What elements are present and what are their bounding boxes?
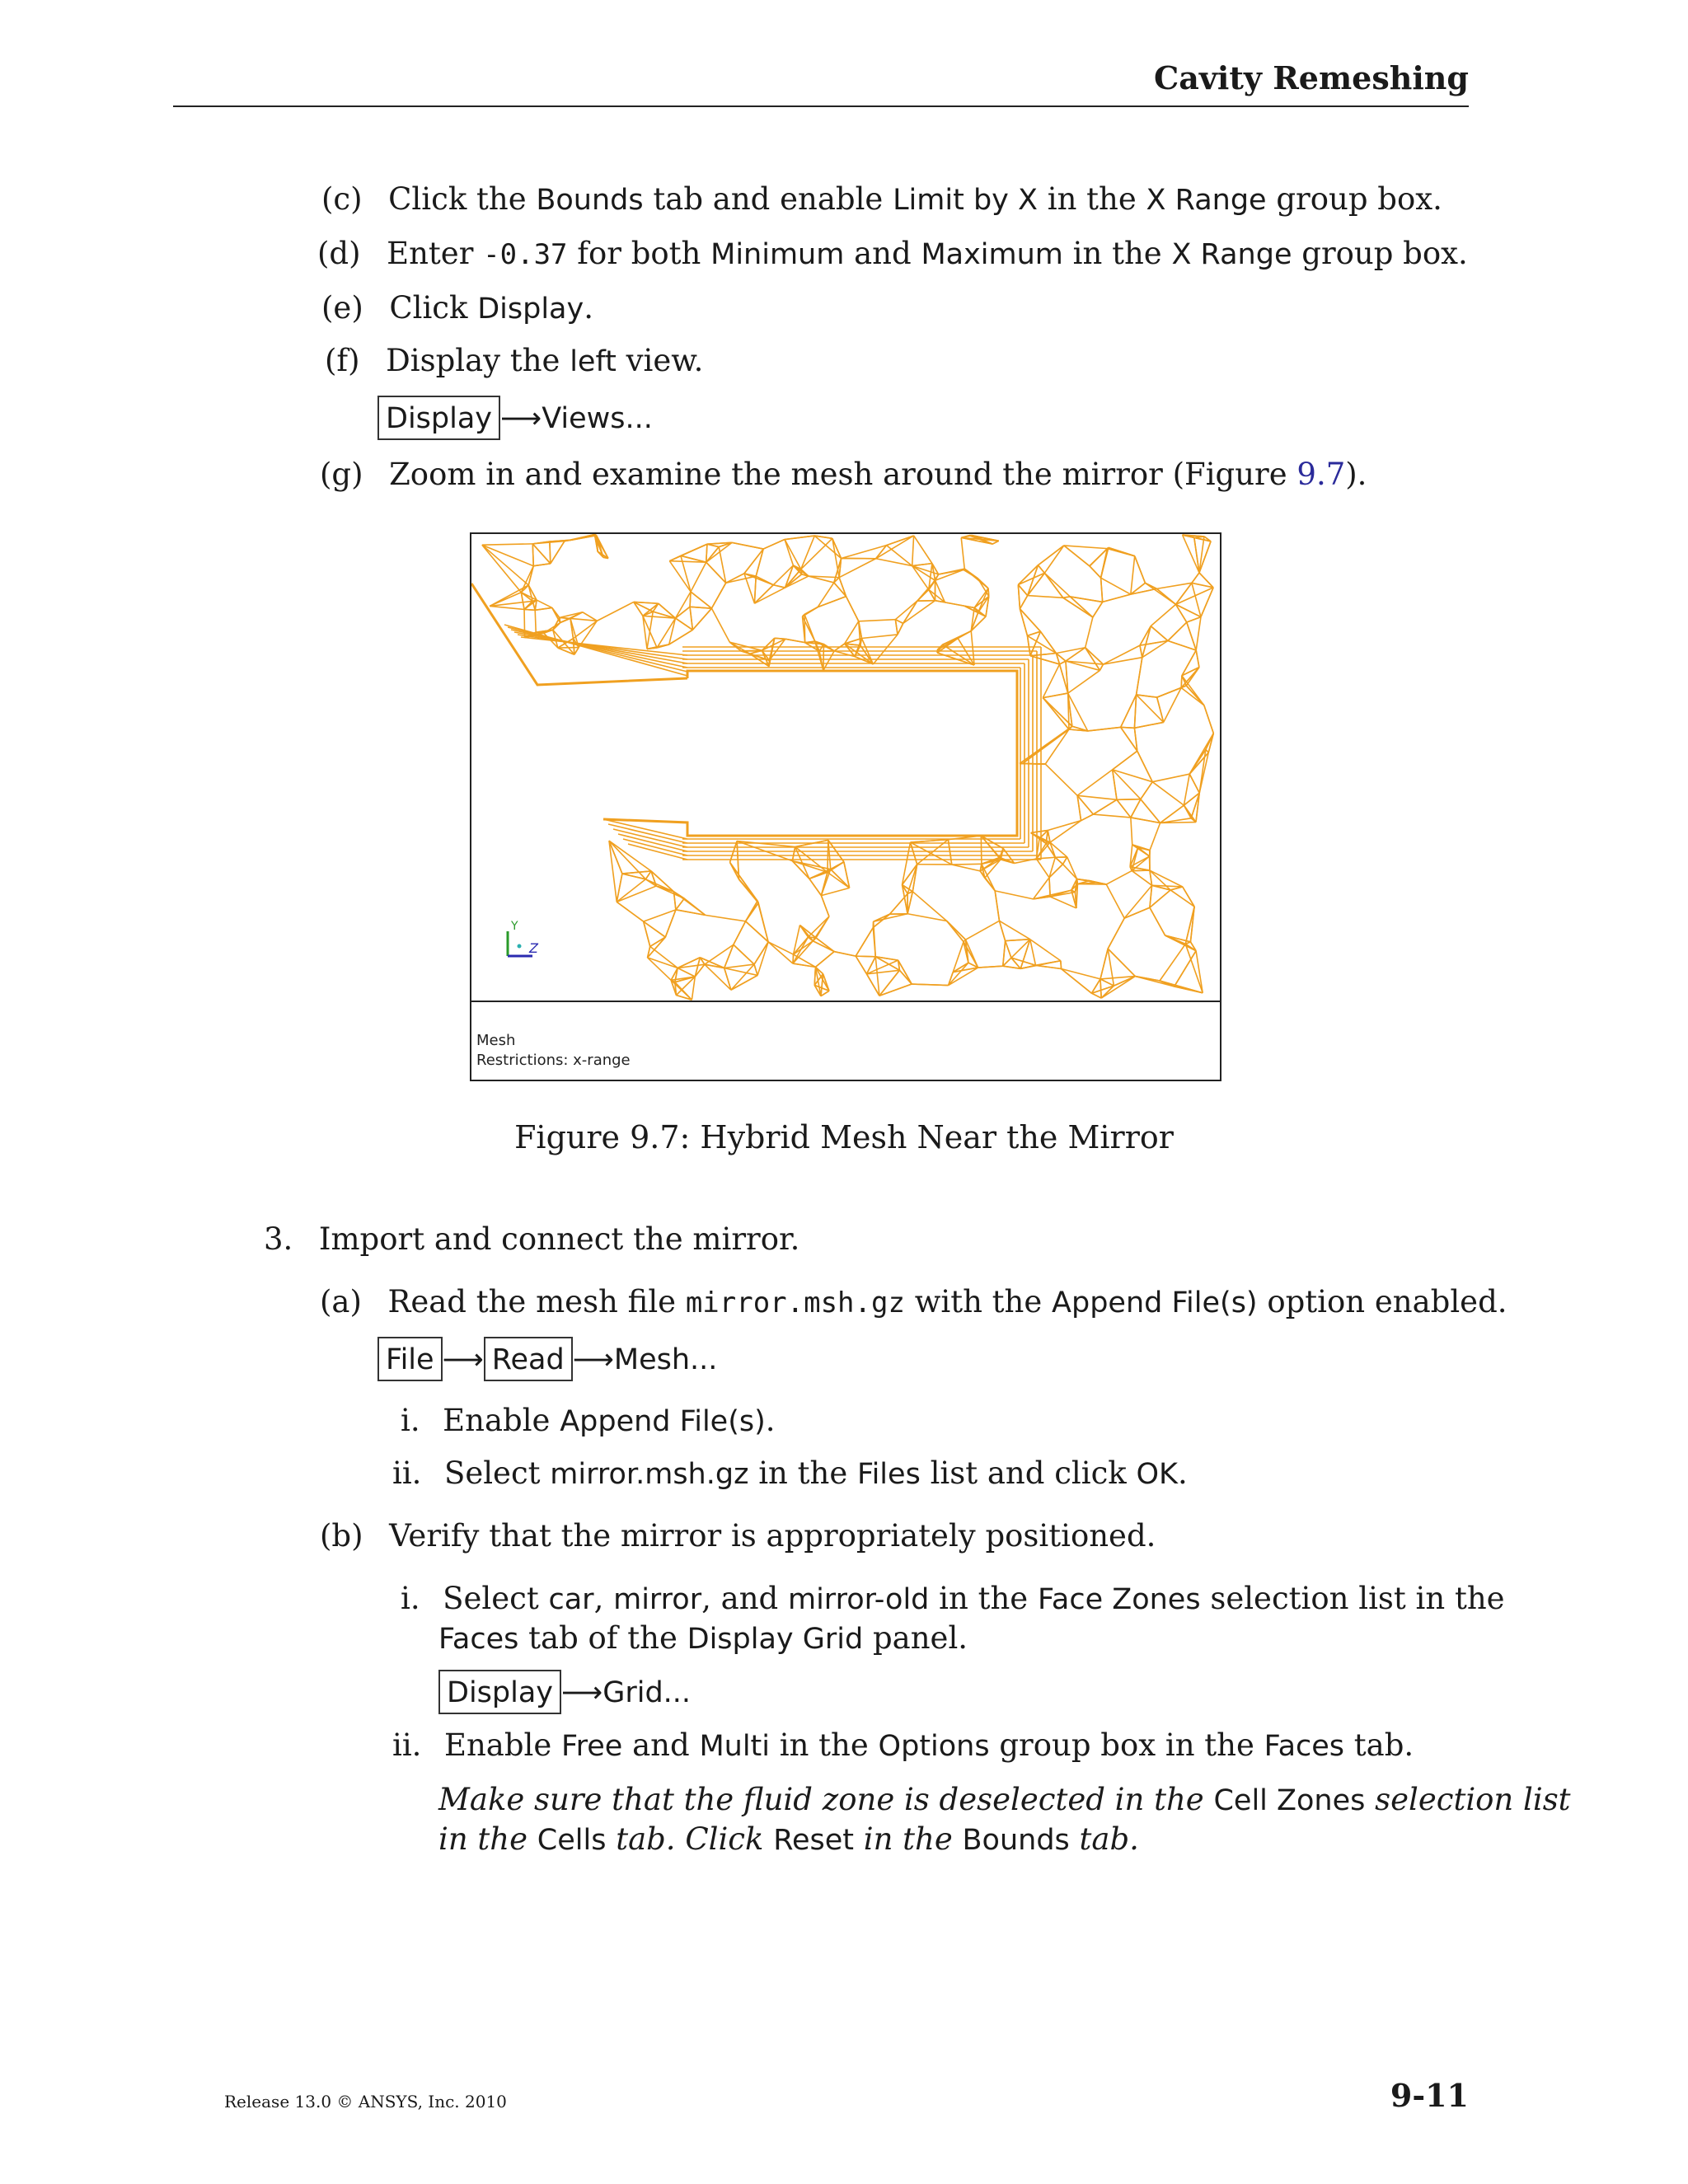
text: in the xyxy=(1062,236,1172,271)
step-3b-i-cont xyxy=(438,1619,968,1659)
text: selection list in the xyxy=(1200,1581,1505,1616)
ui-term-bounds: Bounds xyxy=(962,1824,1070,1857)
menu-file[interactable]: File xyxy=(377,1337,443,1381)
step-label: (g) xyxy=(320,457,363,492)
ui-term-mirror: mirror xyxy=(613,1583,702,1616)
text: Make sure that the fluid zone is deselected in the xyxy=(438,1782,1214,1817)
text: list and click xyxy=(920,1455,1137,1491)
text: tab of the xyxy=(518,1620,687,1656)
axis-label-y: Y xyxy=(511,920,518,933)
text: view. xyxy=(616,343,704,378)
ui-term-face-zones: Face Zones xyxy=(1037,1583,1201,1616)
ui-term-append-files: Append File(s) xyxy=(560,1405,766,1438)
menu-display[interactable]: Display xyxy=(438,1670,561,1714)
menu-path-display-grid xyxy=(438,1670,691,1714)
text: selection list xyxy=(1365,1782,1571,1817)
ui-term-multi: Multi xyxy=(699,1730,770,1763)
step-f xyxy=(325,341,703,382)
figure-separator xyxy=(471,1001,1220,1002)
text: . xyxy=(584,290,593,326)
text: Enable xyxy=(443,1403,560,1438)
step-label: i. xyxy=(401,1581,420,1616)
ui-term-faces: Faces xyxy=(438,1623,519,1656)
ui-term-options: Options xyxy=(878,1730,990,1763)
ui-term-car: car xyxy=(548,1583,594,1616)
step-3b-ii xyxy=(392,1726,1414,1766)
step-3a xyxy=(320,1282,1507,1323)
text: and xyxy=(844,236,921,271)
text: in the xyxy=(748,1455,857,1491)
ui-term-ok: OK xyxy=(1136,1458,1179,1491)
text: in the xyxy=(929,1581,1038,1616)
text: Read the mesh file xyxy=(387,1284,686,1319)
ui-term-append-files: Append File(s) xyxy=(1052,1286,1258,1319)
note-line-2 xyxy=(438,1820,1139,1860)
text: in the xyxy=(1038,181,1146,217)
step-3 xyxy=(264,1220,799,1259)
step-3a-i xyxy=(401,1401,776,1441)
ui-term-cell-zones: Cell Zones xyxy=(1213,1784,1366,1817)
arrow-icon: ⟶ xyxy=(442,1343,484,1376)
ui-term-cells: Cells xyxy=(537,1824,607,1857)
menu-path-display-views xyxy=(377,396,653,440)
text: group box. xyxy=(1266,181,1442,217)
step-3a-ii xyxy=(392,1454,1188,1494)
text: tab. Click xyxy=(606,1821,774,1857)
text: tab. xyxy=(1344,1727,1414,1763)
text: ). xyxy=(1345,457,1367,492)
mesh-viewport xyxy=(471,534,1220,1001)
ui-term-free: Free xyxy=(561,1730,623,1763)
code-filename: mirror.msh.gz xyxy=(685,1286,905,1319)
step-label: (e) xyxy=(321,290,363,326)
step-3b xyxy=(320,1516,1156,1556)
step-label: ii. xyxy=(392,1727,422,1763)
figure-reference-link[interactable]: 9.7 xyxy=(1296,457,1346,492)
page-number: 9-11 xyxy=(1390,2077,1469,2114)
mesh-figure xyxy=(470,532,1221,1081)
text: with the xyxy=(904,1284,1053,1319)
text: group box in the xyxy=(989,1727,1264,1763)
text: Zoom in and examine the mesh around the mirror (Figure xyxy=(389,457,1297,492)
text: group box. xyxy=(1292,236,1468,271)
step-label: (a) xyxy=(320,1284,362,1319)
menu-path-file-read-mesh xyxy=(377,1337,717,1381)
step-label: (c) xyxy=(321,181,363,217)
ui-term-maximum: Maximum xyxy=(921,238,1063,271)
step-label: (f) xyxy=(325,343,360,378)
text: Display the xyxy=(386,343,570,378)
step-label: (b) xyxy=(320,1518,363,1554)
note-line-1 xyxy=(438,1780,1571,1821)
text: Enable xyxy=(443,1727,562,1763)
header-rule xyxy=(173,105,1469,107)
menu-item-grid[interactable]: Grid... xyxy=(603,1676,692,1709)
axis-label-z: Z xyxy=(529,940,538,956)
step-text: Import and connect the mirror. xyxy=(318,1221,800,1257)
ui-term-x-range: X Range xyxy=(1146,184,1267,217)
ui-term-filename: mirror.msh.gz xyxy=(550,1458,749,1491)
ui-term-bounds: Bounds xyxy=(536,184,644,217)
step-g xyxy=(320,455,1367,494)
text: option enabled. xyxy=(1257,1284,1507,1319)
ui-term-reset: Reset xyxy=(773,1824,854,1857)
step-c xyxy=(321,180,1442,220)
step-e xyxy=(321,288,593,329)
text: in the xyxy=(770,1727,879,1763)
text: for both xyxy=(567,236,711,271)
menu-item-mesh[interactable]: Mesh... xyxy=(613,1343,718,1376)
text: Click the xyxy=(388,181,537,217)
ui-term-display: Display xyxy=(477,293,584,326)
footer-release: Release 13.0 © ANSYS, Inc. 2010 xyxy=(224,2092,507,2111)
menu-item-views[interactable]: Views... xyxy=(542,402,653,435)
step-label: (d) xyxy=(317,236,361,271)
step-d xyxy=(317,234,1468,274)
text: in the xyxy=(438,1821,537,1857)
text: , xyxy=(593,1581,614,1616)
ui-term-limit-by-x: Limit by X xyxy=(893,184,1038,217)
figure-label-restrictions: Restrictions: x-range xyxy=(476,1052,631,1069)
arrow-icon: ⟶ xyxy=(561,1676,603,1709)
ui-term-left: left xyxy=(570,345,617,378)
arrow-icon: ⟶ xyxy=(500,402,542,435)
text: tab and enable xyxy=(643,181,893,217)
step-label: ii. xyxy=(392,1455,422,1491)
ui-term-minimum: Minimum xyxy=(710,238,845,271)
text: . xyxy=(765,1403,776,1438)
menu-display[interactable]: Display xyxy=(377,396,500,440)
text: and xyxy=(622,1727,700,1763)
ui-term-mirror-old: mirror-old xyxy=(787,1583,930,1616)
mesh-edges xyxy=(482,535,1213,1001)
text: , and xyxy=(701,1581,788,1616)
section-title: Cavity Remeshing xyxy=(1153,59,1469,96)
text: Select xyxy=(443,1581,549,1616)
text: Enter xyxy=(387,236,484,271)
step-label: i. xyxy=(401,1403,420,1438)
code-value: -0.37 xyxy=(483,238,568,271)
figure-label-mesh: Mesh xyxy=(476,1032,516,1049)
mirror-cavity-outline xyxy=(603,671,1017,836)
figure-caption: Figure 9.7: Hybrid Mesh Near the Mirror xyxy=(514,1119,1174,1155)
text: Select xyxy=(443,1455,551,1491)
text: Click xyxy=(389,290,478,326)
step-label: 3. xyxy=(264,1221,293,1257)
step-3b-i xyxy=(401,1579,1505,1619)
ui-term-display-grid: Display Grid xyxy=(687,1623,864,1656)
step-text: Verify that the mirror is appropriately positioned. xyxy=(389,1518,1156,1554)
text: tab. xyxy=(1069,1821,1139,1857)
arrow-icon: ⟶ xyxy=(572,1343,614,1376)
ui-term-x-range: X Range xyxy=(1171,238,1292,271)
ui-term-faces: Faces xyxy=(1264,1730,1345,1763)
text: in the xyxy=(854,1821,963,1857)
text: . xyxy=(1178,1455,1188,1491)
text: panel. xyxy=(863,1620,968,1656)
menu-read[interactable]: Read xyxy=(484,1337,573,1381)
ui-term-files: Files xyxy=(857,1458,921,1491)
